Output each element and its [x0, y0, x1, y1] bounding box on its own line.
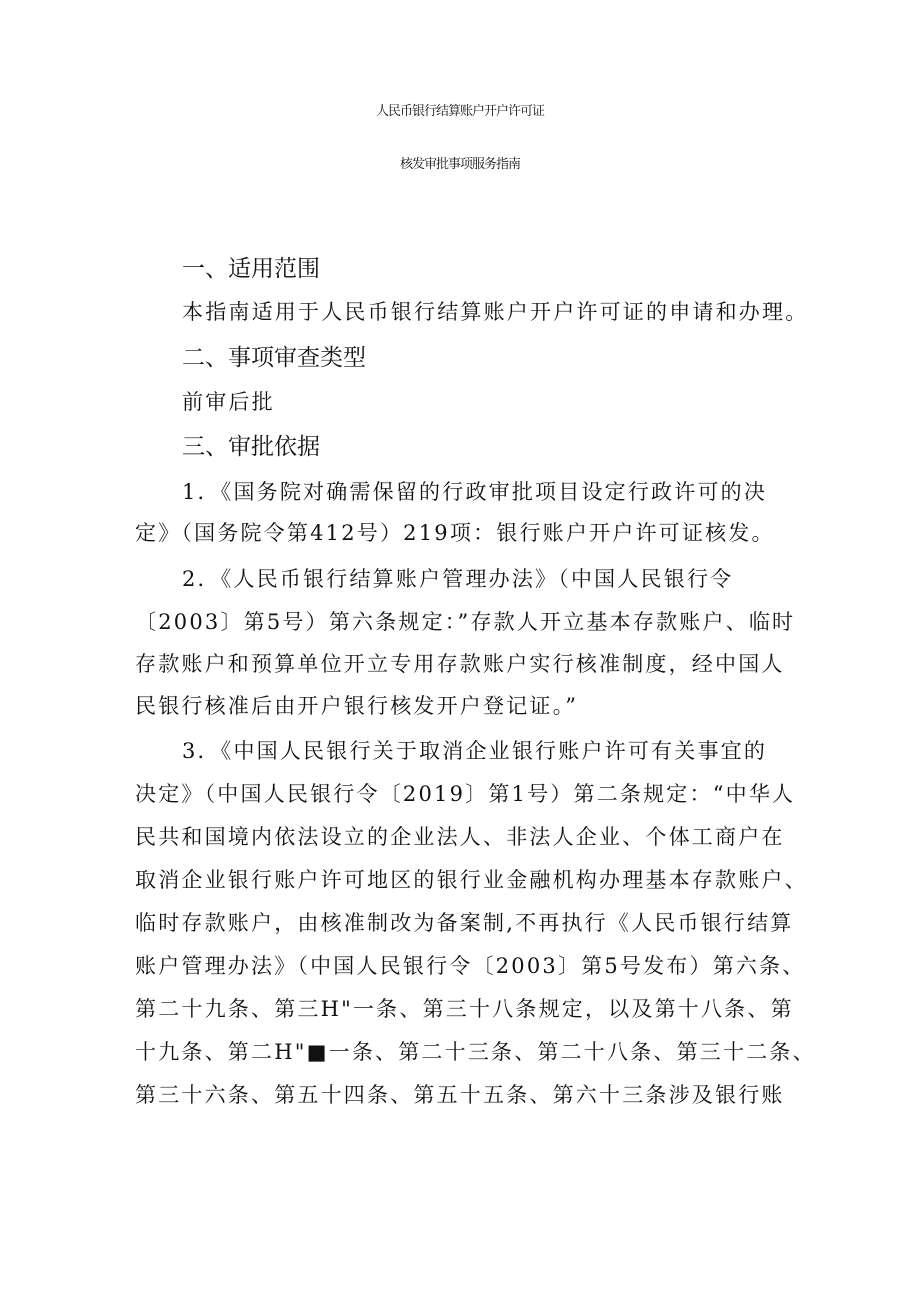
paragraph-line: 〔2003〕第5号）第六条规定：”存款人开立基本存款账户、临时: [135, 610, 796, 634]
paragraph-line: 1．《国务院对确需保留的行政审批项目设定行政许可的决: [182, 480, 768, 504]
paragraph-line: 决定》（中国人民银行令〔2019〕第1号）第二条规定：“中华人: [135, 782, 796, 806]
document-title-line-1: 人民币银行结算账户开户许可证: [375, 104, 544, 119]
section-heading-basis: 三、审批依据: [182, 434, 320, 460]
paragraph-line: 民共和国境内依法设立的企业法人、非法人企业、个体工商户在: [135, 825, 785, 849]
paragraph-line: 十九条、第二H"■一条、第二十三条、第二十八条、第三十二条、: [135, 1040, 816, 1064]
document-title-line-2: 核发审批事项服务指南: [399, 157, 520, 172]
paragraph-line: 账户管理办法》（中国人民银行令〔2003〕第5号发布）第六条、: [135, 954, 806, 978]
section-heading-review-type: 二、事项审查类型: [182, 345, 366, 371]
section-heading-scope: 一、适用范围: [182, 256, 320, 282]
paragraph-line: 存款账户和预算单位开立专用存款账户实行核准制度，经中国人: [135, 652, 785, 676]
paragraph-line: 定》（国务院令第412号）219项：银行账户开户许可证核发。: [135, 521, 775, 545]
paragraph-line: 第三十六条、第五十四条、第五十五条、第六十三条涉及银行账: [135, 1083, 785, 1107]
paragraph-line: 3．《中国人民银行关于取消企业银行账户许可有关事宜的: [182, 739, 768, 763]
paragraph-line: 取消企业银行账户许可地区的银行业金融机构办理基本存款账户、: [135, 868, 808, 892]
section-text-review-type: 前审后批: [182, 390, 275, 414]
paragraph-line: 临时存款账户，由核准制改为备案制,不再执行《人民币银行结算: [135, 911, 794, 935]
paragraph-line: 民银行核准后由开户银行核发开户登记证。”: [135, 694, 579, 718]
paragraph-line: 第二十九条、第三H"一条、第三十八条规定，以及第十八条、第: [135, 997, 794, 1021]
paragraph-line: 2．《人民币银行结算账户管理办法》（中国人民银行令: [182, 567, 734, 591]
section-text-scope: 本指南适用于人民币银行结算账户开户许可证的申请和办理。: [182, 300, 809, 324]
